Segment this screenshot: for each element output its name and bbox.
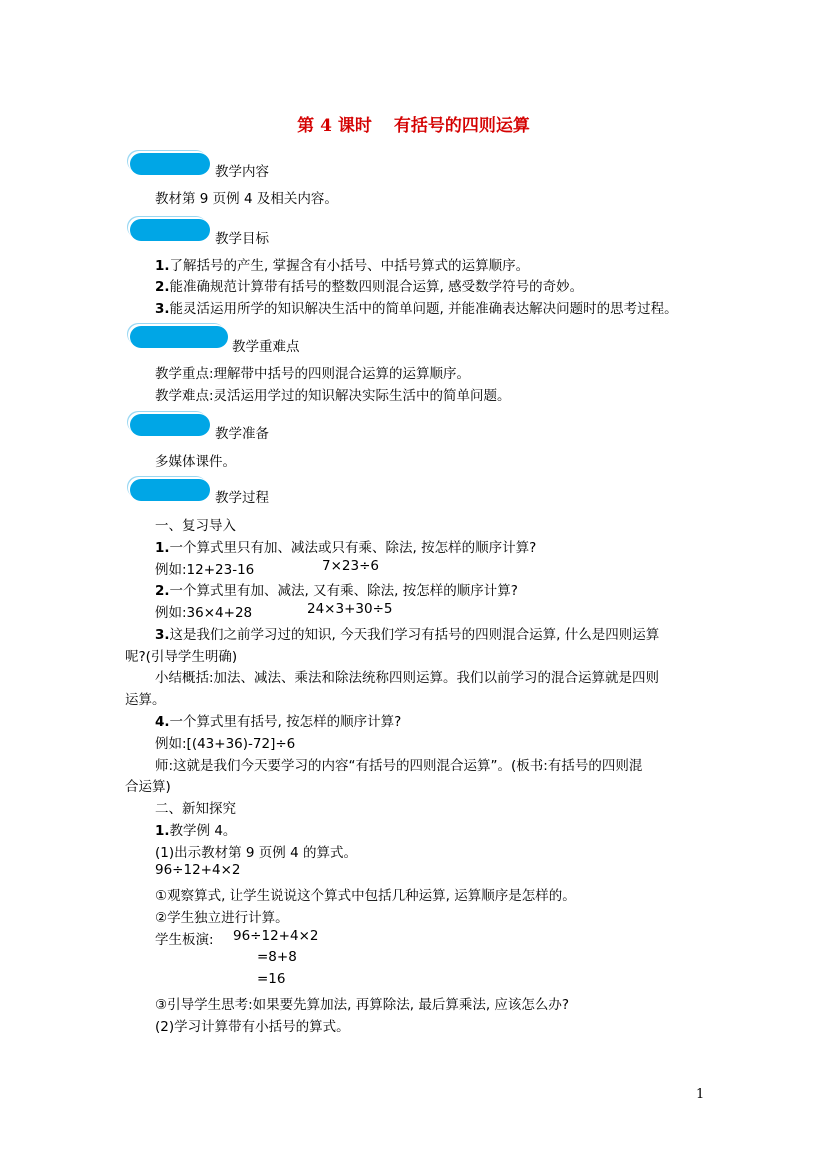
content-text: 教材第 9 页例 4 及相关内容。 bbox=[155, 191, 338, 207]
goal-item-3: 3.能灵活运用所学的知识解决生活中的简单问题, 并能准确表达解决问题时的思考过程。 bbox=[155, 301, 678, 317]
step-1: 1.教学例 4。 bbox=[155, 823, 237, 839]
section-tab-process bbox=[130, 479, 210, 501]
circle-step-2: ②学生独立进行计算。 bbox=[155, 910, 289, 926]
summary-line-1: 小结概括:加法、减法、乘法和除法统称四则运算。我们以前学习的混合运算就是四则 bbox=[155, 670, 660, 686]
board-line-3: =16 bbox=[257, 971, 286, 987]
section-label-goals: 教学目标 bbox=[215, 231, 269, 247]
goal-item-1: 1.了解括号的产生, 掌握含有小括号、中括号算式的运算顺序。 bbox=[155, 258, 530, 274]
lesson-number: 第 4 课时 bbox=[297, 116, 372, 136]
expression: 96÷12+4×2 bbox=[155, 862, 241, 878]
section-label-process: 教学过程 bbox=[215, 490, 269, 506]
example-4: 例如:[(43+36)-72]÷6 bbox=[155, 736, 296, 752]
circle-step-3: ③引导学生思考:如果要先算加法, 再算除法, 最后算乘法, 应该怎么办? bbox=[155, 997, 570, 1013]
section-label-prep: 教学准备 bbox=[215, 426, 269, 442]
difficult-point-text: 教学难点:灵活运用学过的知识解决实际生活中的简单问题。 bbox=[155, 388, 511, 404]
example-2b: 24×3+30÷5 bbox=[307, 601, 393, 617]
teacher-line-2: 合运算) bbox=[125, 779, 171, 795]
lesson-topic: 有括号的四则运算 bbox=[393, 116, 530, 136]
prep-text: 多媒体课件。 bbox=[155, 454, 236, 470]
board-label: 学生板演: bbox=[155, 932, 214, 948]
question-4: 4.一个算式里有括号, 按怎样的顺序计算? bbox=[155, 714, 402, 730]
section-tab-keypoints bbox=[130, 326, 228, 348]
board-line-2: =8+8 bbox=[257, 949, 297, 965]
part-1: (1)出示教材第 9 页例 4 的算式。 bbox=[155, 845, 357, 861]
section-label-content: 教学内容 bbox=[215, 164, 269, 180]
question-3-line-2: 呢?(引导学生明确) bbox=[125, 649, 238, 665]
example-1b: 7×23÷6 bbox=[322, 558, 379, 574]
question-1: 1.一个算式里只有加、减法或只有乘、除法, 按怎样的顺序计算? bbox=[155, 540, 537, 556]
goal-item-2: 2.能准确规范计算带有括号的整数四则混合运算, 感受数学符号的奇妙。 bbox=[155, 279, 584, 295]
section-label-keypoints: 教学重难点 bbox=[232, 339, 300, 355]
page-title bbox=[0, 111, 827, 136]
example-2a: 例如:36×4+28 bbox=[155, 605, 253, 621]
summary-line-2: 运算。 bbox=[125, 692, 166, 708]
part-2: (2)学习计算带有小括号的算式。 bbox=[155, 1019, 350, 1035]
key-point-text: 教学重点:理解带中括号的四则混合运算的运算顺序。 bbox=[155, 366, 471, 382]
heading-new-knowledge: 二、新知探究 bbox=[155, 801, 236, 817]
question-2: 2.一个算式里有加、减法, 又有乘、除法, 按怎样的顺序计算? bbox=[155, 583, 518, 599]
circle-step-1: ①观察算式, 让学生说说这个算式中包括几种运算, 运算顺序是怎样的。 bbox=[155, 888, 576, 904]
question-3-line-1: 3.这是我们之前学习过的知识, 今天我们学习有括号的四则混合运算, 什么是四则运算 bbox=[155, 627, 660, 643]
heading-review: 一、复习导入 bbox=[155, 518, 236, 534]
board-line-1: 96÷12+4×2 bbox=[233, 928, 319, 944]
section-tab-prep bbox=[130, 414, 210, 436]
section-tab-content bbox=[130, 153, 210, 175]
page-number: 1 bbox=[696, 1087, 705, 1102]
example-1a: 例如:12+23-16 bbox=[155, 562, 255, 578]
section-tab-goals bbox=[130, 219, 210, 241]
teacher-line-1: 师:这就是我们今天要学习的内容“有括号的四则混合运算”。(板书:有括号的四则混 bbox=[155, 758, 643, 774]
